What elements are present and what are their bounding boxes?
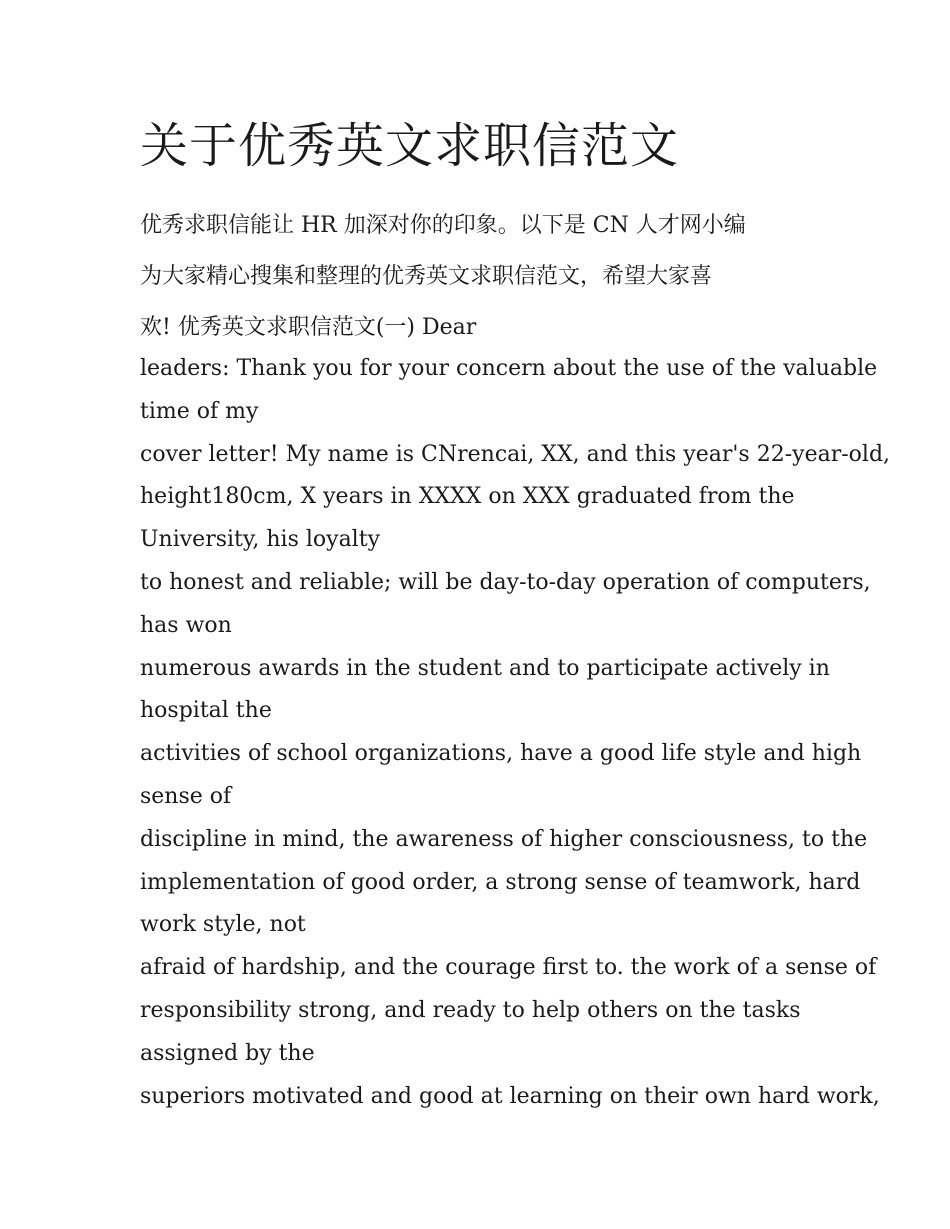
body-line: time of my xyxy=(140,398,259,424)
intro-line: 为大家精心搜集和整理的优秀英文求职信范文，希望大家喜 xyxy=(140,264,713,289)
intro-line: 欢! 优秀英文求职信范文(一) Dear xyxy=(140,315,477,340)
body-line: height180cm, X years in XXXX on XXX graduated from the xyxy=(140,484,795,510)
intro-line: 优秀求职信能让 HR 加深对你的印象。以下是 CN 人才网小编 xyxy=(140,213,746,238)
body-line: sense of xyxy=(140,783,232,809)
body-line: superiors motivated and good at learning on their own hard work, xyxy=(140,1083,880,1109)
body-line: hospital the xyxy=(140,698,272,724)
body-line: cover letter! My name is CNrencai, XX, and this year's 22-year-old, xyxy=(140,441,891,467)
body-line: has won xyxy=(140,612,232,638)
body-line: discipline in mind, the awareness of higher consciousness, to the xyxy=(140,826,868,852)
page-title: 关于优秀英文求职信范文 xyxy=(140,118,680,174)
letter-body xyxy=(140,348,891,1118)
body-line: numerous awards in the student and to participate actively in xyxy=(140,655,830,681)
body-line: responsibility strong, and ready to help others on the tasks xyxy=(140,997,801,1023)
intro-paragraph xyxy=(140,200,820,353)
body-line: University, his loyalty xyxy=(140,527,380,553)
body-line: work style, not xyxy=(140,912,306,938)
body-line: leaders: Thank you for your concern about the use of the valuable xyxy=(140,356,878,381)
body-line: assigned by the xyxy=(140,1040,315,1066)
body-line: activities of school organizations, have a good life style and high xyxy=(140,741,862,767)
body-line: to honest and reliable; will be day-to-day operation of computers, xyxy=(140,569,871,595)
body-line: implementation of good order, a strong sense of teamwork, hard xyxy=(140,869,861,895)
body-line: afraid of hardship, and the courage first to. the work of a sense of xyxy=(140,955,877,981)
